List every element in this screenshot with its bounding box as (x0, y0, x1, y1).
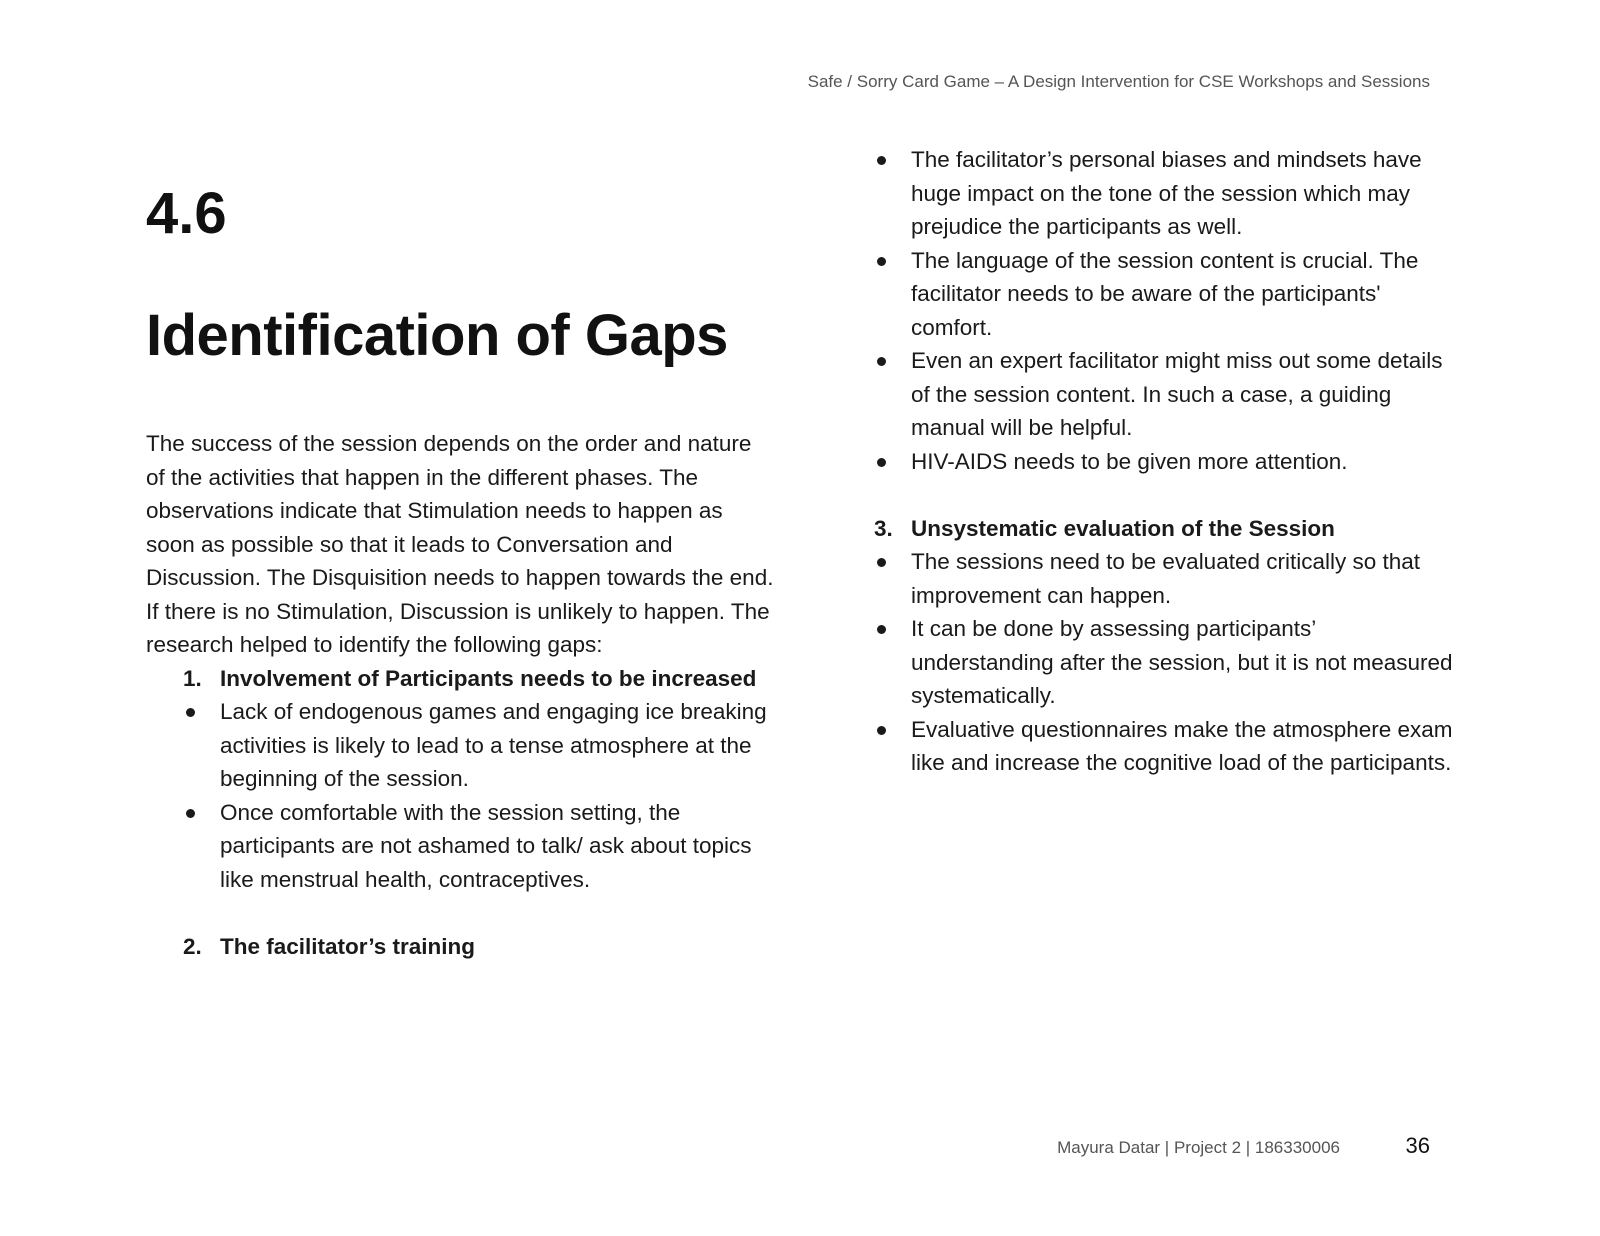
list-item (183, 695, 776, 796)
bullet-icon (874, 143, 911, 244)
bullet-text: Once comfortable with the session setting, the participants are not ashamed to talk/ ask about topics like menstrual health, contraceptives. (220, 799, 752, 892)
bullet-icon (874, 244, 911, 345)
bullet-icon (183, 796, 220, 897)
bullet-icon (874, 445, 911, 479)
gap-1-number: 1. (183, 665, 202, 691)
footer-author-line: Mayura Datar | Project 2 | 186330006 (1057, 1138, 1340, 1157)
list-item (874, 344, 1464, 445)
bullet-text: HIV-AIDS needs to be given more attention. (911, 448, 1348, 474)
list-item (874, 713, 1464, 780)
right-column (874, 143, 1464, 780)
gap-1-bullets (183, 695, 776, 896)
gap-2-number: 2. (183, 933, 202, 959)
list-item (874, 545, 1464, 612)
gap-2-heading (183, 930, 776, 964)
section-number: 4.6 (146, 181, 227, 246)
gap-2-bullets (874, 143, 1464, 478)
bullet-text: Evaluative questionnaires make the atmosphere exam like and increase the cognitive load of the participants. (911, 716, 1453, 775)
bullet-text: The facilitator’s personal biases and mindsets have huge impact on the tone of the session which may prejudice the participants as well. (911, 147, 1422, 239)
bullet-text: The language of the session content is crucial. The facilitator needs to be aware of the participants' comfort. (911, 247, 1419, 340)
gap-3-bullets (874, 545, 1464, 780)
gap-1-heading (183, 662, 776, 696)
bullet-icon (874, 545, 911, 612)
gap-3-heading (874, 512, 1464, 546)
bullet-icon (183, 695, 220, 796)
list-item (183, 796, 776, 897)
bullet-icon (874, 344, 911, 445)
intro-paragraph: The success of the session depends on the order and nature of the activities that happen in the different phases. The observations indicate that Stimulation needs to happen as soon as possible so that it leads to Conversation and Discussion. The Disquisition needs to happen towards the end. If there is no Stimulation, Discussion is unlikely to happen. The research helped to identify the following gaps: (146, 431, 774, 657)
bullet-text: It can be done by assessing participants’ understanding after the session, but it is not measured systematically. (911, 616, 1453, 708)
bullet-text: The sessions need to be evaluated critically so that improvement can happen. (911, 549, 1421, 608)
list-item (874, 244, 1464, 345)
bullet-icon (874, 713, 911, 780)
section-title: Identification of Gaps (146, 303, 728, 368)
gap-3-number: 3. (874, 515, 893, 541)
page-number: 36 (1405, 1133, 1430, 1158)
list-item (874, 143, 1464, 244)
bullet-text: Lack of endogenous games and engaging ice breaking activities is likely to lead to a tense atmosphere at the beginning of the session. (220, 699, 767, 791)
gap-1 (183, 662, 776, 964)
gap-1-title: Involvement of Participants needs to be increased (220, 665, 757, 691)
list-item (874, 445, 1464, 479)
running-header: Safe / Sorry Card Game – A Design Intervention for CSE Workshops and Sessions (807, 72, 1430, 91)
list-item (874, 612, 1464, 713)
gap-3-title: Unsystematic evaluation of the Session (911, 515, 1335, 541)
gap-2-title: The facilitator’s training (220, 933, 476, 959)
left-column (146, 427, 776, 963)
bullet-text: Even an expert facilitator might miss out some details of the session content. In such a case, a guiding manual will be helpful. (911, 348, 1443, 440)
bullet-icon (874, 612, 911, 713)
